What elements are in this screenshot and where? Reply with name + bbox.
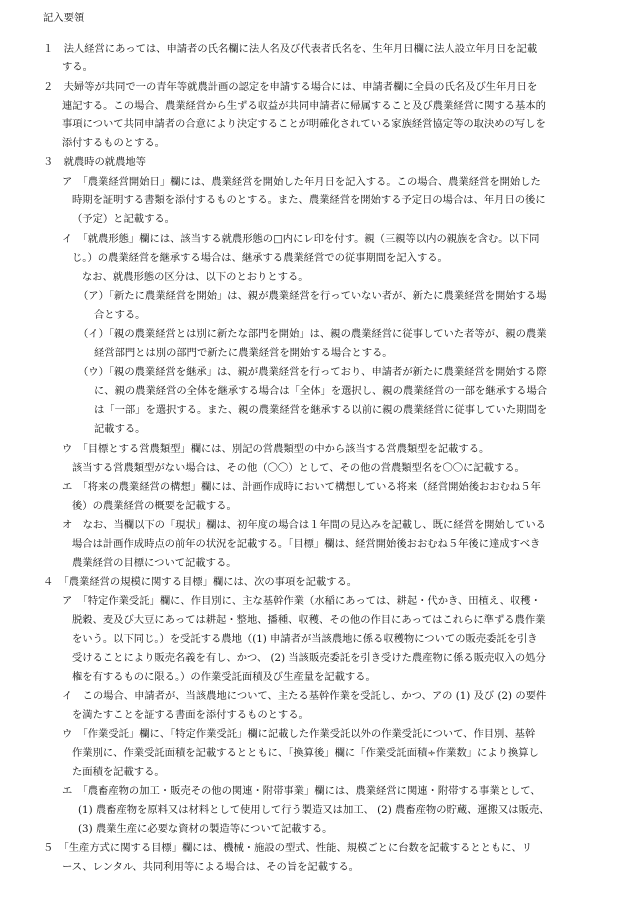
item-2-line-1: ２ 夫婦等が共同で一の青年等就農計画の認定を申請する場合には、申請者欄に全員の氏名及び生年月日を: [43, 81, 538, 93]
item-4u-line-2: 作業別に、作業受託面積を記載するとともに、「換算後」欄に「作業受託面積÷作業数」により換算し: [72, 747, 539, 759]
document-title: 記入要領: [43, 12, 85, 24]
item-3u-line-1: ウ 「目標とする営農類型」欄には、別記の営農類型の中から該当する営農類型を記載する。: [62, 443, 490, 455]
item-1-line-2: する。: [62, 61, 93, 73]
item-2-line-4: 添付するものとする。: [62, 137, 165, 149]
item-3o-line-1: オ なお、当欄以下の「現状」欄は、初年度の場合は１年間の見込みを記載し、既に経営を開始している: [62, 519, 546, 531]
item-3i-line-1: イ 「就農形態」欄には、該当する就農形態の□内にレ印を付す。親（三親等以内の親族を含む。以下同: [62, 233, 540, 245]
item-2-line-2: 連記する。この場合、農業経営から生ずる収益が共同申請者に帰属すること及び農業経営に関する基本的: [62, 100, 546, 112]
item-3i-c-line-3: は「一部」を選択する。また、親の農業経営を継承する以前に親の農業経営に従事していた期間を: [94, 404, 548, 416]
item-3i-a-line-2: 合とする。: [94, 309, 146, 321]
item-4a-line-2: 脱穀、麦及び大豆にあっては耕起・整地、播種、収穫、その他の作目にあってはこれらに準ずる農作業: [72, 614, 546, 626]
item-3a-line-1: ア 「農業経営開始日」欄には、農業経営を開始した年月日を記入する。この場合、農業経営を開始した: [62, 176, 541, 188]
item-4e-line-1: エ 「農畜産物の加工・販売その他の関連・附帯事業」欄には、農業経営に関連・附帯する事業として、: [62, 785, 541, 797]
item-5-line-1: ５ 「生産方式に関する目標」欄には、機械・施設の型式、性能、規模ごとに台数を記載するとともに、リ: [43, 842, 533, 854]
item-3i-line-2: じ。）の農業経営を継承する場合は、継承する農業経営での従事期間を記入する。: [72, 252, 448, 264]
item-4i-line-2: を満たすことを証する書面を添付するものとする。: [72, 709, 309, 721]
item-4u-line-3: た面積を記載する。: [72, 766, 165, 778]
item-4a-line-4: 受けることにより販売名義を有し、かつ、 (2) 当該販売委託を引き受けた農産物に係る販売収入の処分: [72, 652, 546, 664]
item-3e-line-2: 後）の農業経営の概要を記載する。: [72, 500, 237, 512]
item-2-line-3: 事項について共同申請者の合意により決定することが明確化されている家族経営協定等の取決めの写しを: [62, 118, 546, 130]
item-3u-line-2: 該当する営農類型がない場合は、その他（〇〇）として、その他の営農類型名を〇〇に記載する。: [72, 462, 525, 474]
item-3e-line-1: エ 「将来の農業経営の構想」欄には、計画作成時において構想している将来（経営開始後おおむね５年: [62, 481, 541, 493]
item-4e-line-2: (1) 農畜産物を原料又は材料として使用して行う製造又は加工、 (2) 農畜産物の貯蔵、運搬又は販売、: [78, 804, 550, 816]
item-3a-line-3: （予定）と記載する。: [72, 213, 175, 225]
item-5-line-2: ース、レンタル、共同利用等による場合は、その旨を記載する。: [62, 861, 359, 873]
item-3-heading: ３ 就農時の就農地等: [43, 156, 146, 168]
item-3o-line-3: 農業経営の目標について記載する。: [72, 557, 237, 569]
item-4i-line-1: イ この場合、申請者が、当該農地について、主たる基幹作業を受託し、かつ、アの (1) 及び (2) の要件: [62, 690, 547, 702]
item-3i-c-line-4: 記載する。: [94, 423, 146, 435]
item-3i-b-line-2: 経営部門とは別の部門で新たに農業経営を開始する場合とする。: [94, 347, 393, 359]
item-3i-c-line-1: （ウ）「親の農業経営を継承」は、親が農業経営を行っており、申請者が新たに農業経営を開始する際: [78, 366, 547, 378]
item-4a-line-5: 権を有するものに限る。）の作業受託面積及び生産量を記載する。: [72, 671, 376, 683]
item-3i-line-3: なお、就農形態の区分は、以下のとおりとする。: [82, 271, 309, 283]
item-4a-line-3: をいう。以下同じ。）を受託する農地（(1) 申請者が当該農地に係る収穫物についての販売委託を引き: [72, 633, 538, 645]
item-3o-line-2: 場合は計画作成時点の前年の状況を記載する。「目標」欄は、経営開始後おおむね５年後に達成すべき: [72, 538, 541, 550]
item-4e-line-3: (3) 農業生産に必要な資材の製造等について記載する。: [78, 823, 333, 835]
item-3i-c-line-2: に、親の農業経営の全体を継承する場合は「全体」を選択し、親の農業経営の一部を継承する場合: [94, 385, 548, 397]
item-4a-line-1: ア 「特定作業受託」欄に、作目別に、主な基幹作業（水稲にあっては、耕起・代かき、田植え、収穫・: [62, 595, 541, 607]
item-4-heading: ４ 「農業経営の規模に関する目標」欄には、次の事項を記載する。: [43, 576, 358, 588]
item-1-line-1: １ 法人経営にあっては、申請者の氏名欄に法人名及び代表者氏名を、生年月日欄に法人設立年月日を記載: [43, 43, 538, 55]
item-3i-b-line-1: （イ）「親の農業経営とは別に新たな部門を開始」は、親の農業経営に従事していた者等が、親の農業: [78, 328, 547, 340]
item-3i-a-line-1: （ア）「新たに農業経営を開始」は、親が農業経営を行っていない者が、新たに農業経営を開始する場: [78, 290, 547, 302]
item-4u-line-1: ウ 「作業受託」欄に、「特定作業受託」欄に記載した作業受託以外の作業受託について、作目別、基幹: [62, 728, 536, 740]
item-3a-line-2: 時期を証明する書類を添付するものとする。また、農業経営を開始する予定日の場合は、年月日の後に: [72, 194, 546, 206]
